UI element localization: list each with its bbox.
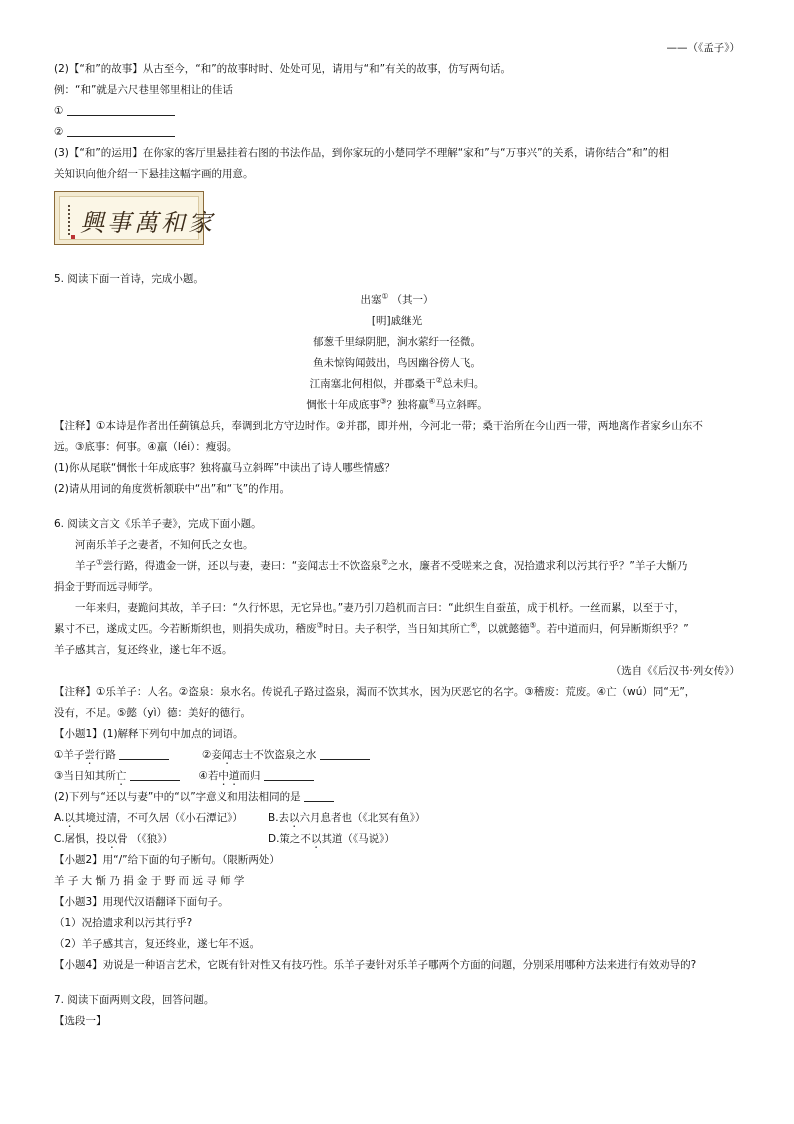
q4-blank-2 — [54, 122, 740, 143]
q6-options-cd — [54, 829, 740, 850]
q5-sub-question-1: (1)你从尾联“惆怅十年成底事？独将羸马立斜晖”中读出了诗人哪些情感？ — [54, 462, 395, 474]
q6-sub2-sentence: 羊 子 大 惭 乃 捐 金 于 野 而 远 寻 师 学 — [54, 875, 245, 887]
q6-sub3-item2: （2）羊子感其言，复还终业，遂七年不返。 — [54, 938, 261, 950]
answer-blank[interactable] — [304, 789, 334, 802]
q6-sub1-title: 【小题1】(1)解释下列句中加点的词语。 — [54, 728, 244, 740]
q4-part2-title: (2)【“和”的故事】从古至今，“和”的故事时时、处处可见，请用与“和”有关的故事，仿写两句话。 — [54, 63, 512, 75]
poem-title: 出塞① （其一） — [360, 291, 434, 306]
q6-para-2-line1: 羊子①尝行路，得遗金一饼，还以与妻，妻曰：“妾闻志士不饮盗泉②之水，廉者不受嗟来之食，况拾遗求利以污其行乎？”羊子大惭乃 — [75, 557, 688, 572]
answer-blank[interactable] — [264, 768, 314, 781]
q5-note-line2: 远。③底事：何事。④羸（léi）：瘦弱。 — [54, 441, 238, 453]
poem-line-3: 江南塞北何相似，并郡桑干②总未归。 — [309, 375, 485, 390]
signature-mark — [68, 205, 76, 235]
q7-heading: 7. 阅读下面两则文段，回答问题。 — [54, 994, 215, 1006]
q6-para-3-line3: 羊子感其言，复还终业，遂七年不返。 — [54, 644, 233, 656]
q6-heading: 6. 阅读文言文《乐羊子妻》，完成下面小题。 — [54, 518, 262, 530]
q5-heading: 5. 阅读下面一首诗，完成小题。 — [54, 273, 204, 285]
q4-part2-example: 例：“和”就是六尺巷里邻里相让的佳话 — [54, 84, 233, 96]
source-attribution: ——（《孟子》） — [666, 42, 740, 54]
poem-line-1: 郁葱千里绿阴肥，涧水萦纡一径微。 — [313, 336, 481, 348]
answer-blank[interactable] — [119, 747, 169, 760]
calligraphy-characters: 興事萬和家 — [80, 209, 215, 237]
q6-sub4: 【小题4】劝说是一种语言艺术，它既有针对性又有技巧性。乐羊子妻针对乐羊子哪两个方面的问题，分别采用哪种方法来进行有效劝导的? — [54, 959, 697, 971]
blank-label: ① — [54, 105, 64, 117]
q5-sub-question-2: (2)请从用词的角度赏析颔联中“出”和“飞”的作用。 — [54, 483, 291, 495]
seal-stamp — [71, 235, 75, 239]
q6-para-2-line2: 捐金于野而远寻师学。 — [54, 581, 159, 593]
poem-line-2: 鱼未惊钩闻鼓出，鸟因幽谷傍人飞。 — [313, 357, 481, 369]
calligraphy-scroll — [59, 196, 215, 240]
q6-options-ab — [54, 808, 740, 829]
option-d[interactable]: D.策之不以其道（《马说》） — [268, 833, 395, 845]
q6-sub3-item1: （1）况拾遗求利以污其行乎? — [54, 917, 193, 929]
calligraphy-image — [54, 191, 215, 245]
q6-para-3-line2: 累寸不已，遂成丈匹。今若断斯织也，则捐失成功，稽废③时日。夫子积学，当日知其所亡④，以就懿德⑤。若中道而归，何异断斯织乎？” — [54, 620, 689, 635]
q6-sub1-row2: ③当日知其所亡 ④若中道而归 — [54, 766, 740, 787]
q7-sub-heading: 【选段一】 — [54, 1015, 107, 1027]
q6-sub1-row1: ①羊子尝行路 ②妾闻志士不饮盗泉之水 — [54, 745, 740, 766]
q6-sub2-title: 【小题2】用“/”给下面的句子断句。（限断两处） — [54, 854, 280, 866]
option-c[interactable]: C.屠惧，投以骨 （《狼》） — [54, 833, 174, 845]
q4-part3-line1: (3)【“和”的运用】在你家的客厅里悬挂着右图的书法作品，到你家玩的小楚同学不理解“家和”与“万事兴”的关系，请你结合“和”的相 — [54, 147, 669, 159]
poem-author: [明]戚继光 — [371, 315, 423, 327]
option-b[interactable]: B.去以六月息者也（《北冥有鱼》） — [268, 812, 426, 824]
answer-blank[interactable] — [67, 103, 175, 116]
blank-label: ② — [54, 126, 64, 138]
q6-source: （选自《《后汉书·列女传》） — [610, 665, 740, 677]
q6-sub3-title: 【小题3】用现代汉语翻译下面句子。 — [54, 896, 229, 908]
q4-part3-line2: 关知识向他介绍一下悬挂这幅字画的用意。 — [54, 168, 254, 180]
q6-sub1-q2: (2)下列与“还以与妻”中的“以”字意义和用法相同的是 — [54, 787, 740, 808]
q6-note-line1: 【注释】①乐羊子：人名。②盗泉：泉水名。传说孔子路过盗泉，渴而不饮其水，因为厌恶它的名字。③稽废：荒废。④亡（wú）同“无”， — [54, 686, 696, 698]
document-page — [54, 38, 740, 1032]
q6-note-line2: 没有，不足。⑤懿（yì）德：美好的德行。 — [54, 707, 252, 719]
option-a[interactable]: A.以其境过清，不可久居（《小石潭记》） — [54, 812, 243, 824]
q4-blank-1 — [54, 101, 740, 122]
answer-blank[interactable] — [67, 124, 175, 137]
q6-para-1: 河南乐羊子之妻者，不知何氏之女也。 — [75, 539, 254, 551]
poem-line-4: 惆怅十年成底事③？独将羸④马立斜晖。 — [306, 396, 488, 411]
q5-note-line1: 【注释】①本诗是作者出任蓟镇总兵，奉调到北方守边时作。②并郡，即并州，今河北一带；桑干治所在今山西一带，两地离作者家乡山东不 — [54, 420, 703, 432]
answer-blank[interactable] — [130, 768, 180, 781]
answer-blank[interactable] — [320, 747, 370, 760]
q6-para-3-line1: 一年来归，妻跪问其故，羊子曰：“久行怀思，无它异也。”妻乃引刀趋机而言曰：“此织生自蚕茧，成于机杼。一丝而累，以至于寸， — [75, 602, 685, 614]
